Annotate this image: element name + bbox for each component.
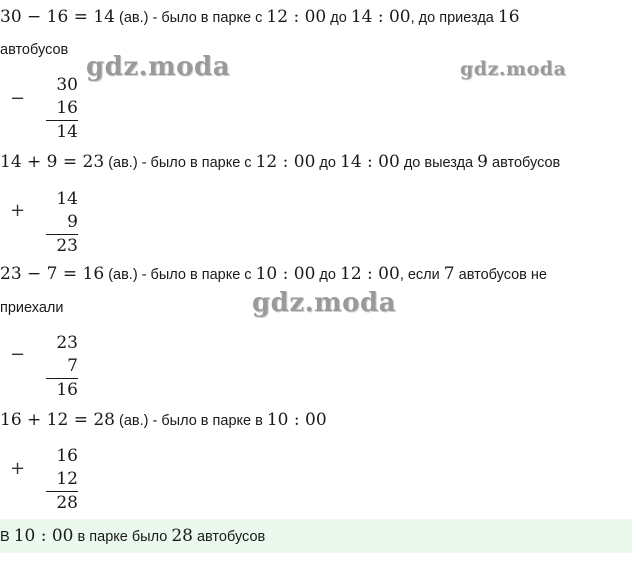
result: 23 [56, 236, 78, 256]
step1-expression: 30 − 16 = 14 [0, 7, 115, 27]
step2-expression: 14 + 9 = 23 [0, 152, 105, 172]
step2-text: до [315, 155, 340, 171]
step2-time-from: 12 : 00 [255, 152, 316, 172]
result: 28 [56, 493, 78, 513]
step1-line [0, 5, 520, 30]
step4-expression: 16 + 12 = 28 [0, 410, 115, 430]
step3-time-from: 10 : 00 [255, 264, 316, 284]
step1-time-from: 12 : 00 [266, 7, 327, 27]
step1-text: , до приезда [410, 10, 498, 26]
watermark: gdz.moda [460, 58, 567, 80]
plus-sign: + [10, 458, 26, 479]
step3-text: автобусов не [454, 267, 547, 283]
operand-2: 16 [56, 98, 78, 118]
step3-text: , если [399, 267, 444, 283]
step2-text: (ав.) - было в парке с [104, 155, 256, 171]
step2-number: 9 [477, 152, 488, 172]
operand-2: 12 [56, 469, 78, 489]
step1-text: (ав.) - было в парке с [115, 10, 267, 26]
step1-line-2 [0, 38, 68, 62]
watermark: gdz.moda [252, 288, 397, 318]
operand-1: 16 [56, 446, 78, 466]
operand-2: 9 [67, 212, 78, 232]
step3-text: приехали [0, 300, 64, 316]
answer-number: 28 [171, 526, 193, 546]
answer-time: 10 : 00 [13, 526, 74, 546]
step1-text: до [326, 10, 351, 26]
step1-number: 16 [497, 7, 520, 27]
operand-1: 23 [56, 333, 78, 353]
result: 14 [56, 122, 78, 142]
step4-time: 10 : 00 [266, 410, 327, 430]
step3-line-2 [0, 296, 63, 320]
step3-text: (ав.) - было в парке с [104, 267, 256, 283]
answer-text: автобусов [192, 529, 266, 545]
step4-line [0, 408, 327, 433]
operand-1: 14 [56, 189, 78, 209]
answer-text: В [0, 529, 14, 545]
answer-text: в парке было [73, 529, 172, 545]
step2-text: до выезда [399, 155, 478, 171]
column-calculation [38, 188, 78, 258]
column-calculation [38, 445, 78, 515]
step3-time-to: 12 : 00 [340, 264, 400, 284]
minus-sign: − [10, 344, 26, 365]
result: 16 [56, 380, 78, 400]
watermark: gdz.moda [86, 52, 231, 82]
step1-text: автобусов [0, 42, 69, 58]
step3-number: 7 [443, 264, 455, 284]
column-calculation [38, 74, 78, 144]
plus-sign: + [10, 200, 26, 221]
step3-line [0, 262, 547, 287]
minus-sign: − [10, 88, 26, 109]
operand-1: 30 [56, 75, 78, 95]
step2-text: автобусов [487, 155, 561, 171]
step3-text: до [315, 267, 340, 283]
column-calculation [38, 332, 78, 402]
step2-time-to: 14 : 00 [340, 152, 400, 172]
step3-expression: 23 − 7 = 16 [0, 264, 105, 284]
step4-text: (ав.) - было в парке в [115, 413, 267, 429]
step2-line [0, 150, 560, 175]
answer-box [0, 519, 632, 553]
step1-time-to: 14 : 00 [350, 7, 411, 27]
operand-2: 7 [67, 356, 78, 376]
